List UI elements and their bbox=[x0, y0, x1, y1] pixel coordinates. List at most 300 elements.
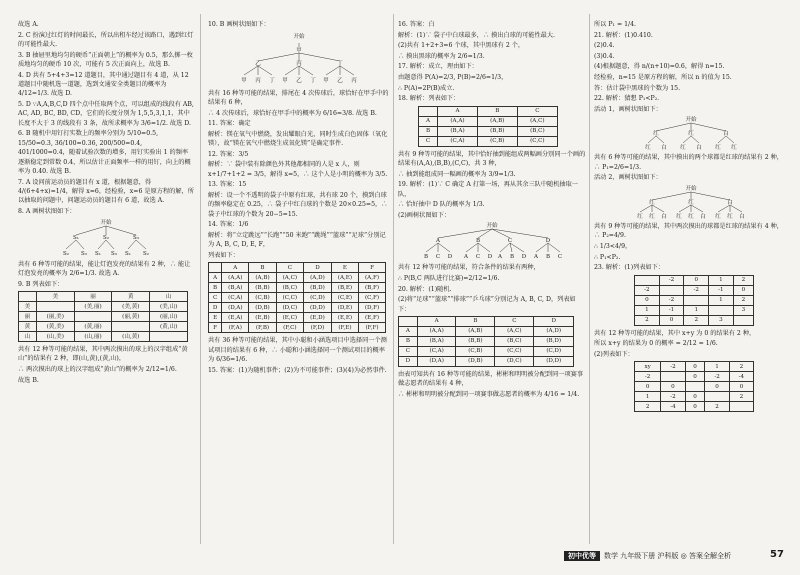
column-2 bbox=[208, 20, 390, 376]
table-cell: 0 bbox=[685, 372, 705, 382]
answer-text: 21. 解析：(1)0.410. bbox=[594, 31, 653, 39]
table-cell: 丽 bbox=[19, 312, 37, 322]
table-cell: B bbox=[419, 126, 438, 136]
tree-leaf: 白 bbox=[739, 213, 745, 220]
table-cell: A bbox=[419, 116, 438, 126]
tree-leaf: 乙 bbox=[337, 77, 343, 84]
table-cell: (美,黄) bbox=[112, 302, 150, 312]
table-row bbox=[209, 283, 386, 293]
answer-text: ∴ P(A)=2P(B)成立. bbox=[398, 84, 455, 92]
answer-text: 19. 解析：(1)∵ C 确定 A 打第一场，再从其余三队中随机抽取一队， bbox=[398, 181, 578, 198]
table-cell: (C,C) bbox=[276, 293, 303, 303]
tree-diagram-q22-activity2 bbox=[594, 184, 788, 220]
table-cell: 2 bbox=[705, 402, 729, 412]
table-cell: 2 bbox=[729, 362, 753, 372]
table-cell: (丽,美) bbox=[36, 312, 74, 322]
table-cell: (D,A) bbox=[417, 356, 456, 366]
answer-text: (3)0.4. bbox=[594, 52, 615, 60]
table-cell: -2 bbox=[635, 372, 661, 382]
answer-text: 解析：∵ 袋中装有除颜色外其他都相同的人是 x 人，则 x+1/7+1+2 = 3/5，解得 x=5，∴ 这个人是小明的概率为 3/5. bbox=[208, 161, 388, 178]
answer-text: ∴ 摸出黑球的概率为 2/6=1/3. bbox=[398, 52, 485, 60]
tree-diagram-q19 bbox=[398, 221, 586, 261]
answer-text: ∴ P₁<P₂. bbox=[594, 253, 621, 261]
table-cell: (E,E) bbox=[331, 313, 358, 323]
tree-leaf: S₂ bbox=[63, 250, 69, 257]
tree-leaf: 甲 bbox=[241, 77, 247, 84]
answer-text: 14. 答案：1/6 bbox=[208, 221, 249, 229]
table-cell bbox=[709, 305, 734, 315]
tree-leaf: B bbox=[545, 254, 551, 261]
column-divider bbox=[393, 14, 394, 544]
table-cell: 0 bbox=[635, 295, 660, 305]
tree-node: 红 bbox=[649, 199, 655, 206]
table-cell: 2 bbox=[635, 402, 661, 412]
table-q23-sum bbox=[634, 275, 754, 326]
table-cell bbox=[661, 372, 685, 382]
table-cell: (A,A) bbox=[417, 326, 456, 336]
table-cell: 0 bbox=[733, 285, 753, 295]
table-cell: 黄 bbox=[112, 292, 150, 302]
table-cell: (B,B) bbox=[456, 336, 495, 346]
answer-text: 故选 A. bbox=[18, 21, 39, 28]
table-cell: 0 bbox=[635, 382, 661, 392]
answer-text: (2)将“足球”“篮球”“排球”“乒乓球”分别记为 A, B, C, D，列表如下： bbox=[398, 296, 576, 313]
table-row bbox=[419, 126, 558, 136]
answer-text: 解析：镁在氧气中燃烧，发出耀眼白光，同时生成白色固体（氧化镁），故“镁在氧气中燃烧生成氧化镁”是确定事件. bbox=[208, 130, 388, 148]
table-cell: (C,A) bbox=[417, 346, 456, 356]
table-cell: (C,D) bbox=[304, 293, 332, 303]
table-cell: (D,B) bbox=[249, 303, 276, 313]
tree-leaf: 白 bbox=[661, 145, 667, 152]
table-cell: (黄,山) bbox=[150, 322, 188, 332]
tree-node: A bbox=[436, 238, 440, 245]
table-cell: (B,C) bbox=[517, 126, 557, 136]
tree-leaf: 红 bbox=[680, 145, 686, 152]
table-cell: D bbox=[534, 316, 574, 326]
table-row bbox=[399, 336, 574, 346]
table-cell: (A,C) bbox=[276, 273, 303, 283]
table-cell: 3 bbox=[709, 315, 734, 325]
table-cell: 1 bbox=[709, 295, 734, 305]
table-cell bbox=[684, 295, 709, 305]
table-cell: 1 bbox=[635, 305, 660, 315]
table-row bbox=[399, 346, 574, 356]
table-cell bbox=[74, 312, 112, 322]
table-row bbox=[19, 302, 188, 312]
answer-text: 共有 16 种等可能的结果，排尾在 4 次传球后，球恰好在甲手中的结果有 6 种， bbox=[208, 89, 389, 106]
table-cell bbox=[36, 302, 74, 312]
table-cell: B bbox=[477, 106, 517, 116]
table-cell: C bbox=[209, 293, 222, 303]
tree-root: 开始 bbox=[100, 219, 112, 226]
column-1 bbox=[18, 20, 194, 386]
table-cell: (C,C) bbox=[495, 346, 534, 356]
tree-leaf: 甲 bbox=[323, 77, 329, 84]
table-cell: 丽 bbox=[74, 292, 112, 302]
table-cell: -4 bbox=[661, 402, 685, 412]
answer-text: 共有 36 种等可能的结果，其中小聪和小涵选项目中选择同一个测试项目的结果有 6 种，∴ 小聪和小涵选择同一个测试项目的概率为 6/36=1/6. bbox=[208, 337, 387, 364]
table-cell: (C,B) bbox=[249, 293, 276, 303]
tree-node: 丁 bbox=[337, 60, 343, 67]
tree-leaf: 红 bbox=[637, 213, 643, 220]
table-cell: (B,C) bbox=[276, 283, 303, 293]
tree-root: 开始 bbox=[685, 117, 697, 124]
tree-leaf: B bbox=[423, 254, 429, 261]
table-cell: (D,C) bbox=[276, 303, 303, 313]
answer-text: 所以 P₁ = 1/4. bbox=[594, 21, 637, 28]
table-cell: 2 bbox=[684, 315, 709, 325]
table-cell: (B,D) bbox=[534, 336, 574, 346]
table-cell: B bbox=[209, 283, 222, 293]
table-cell: F bbox=[359, 263, 386, 273]
table-cell: 1 bbox=[635, 392, 661, 402]
table-row bbox=[209, 263, 386, 273]
table-cell: (B,A) bbox=[438, 126, 478, 136]
answer-text: 共有 12 种等可能的结果，符合条件的结果有两种， bbox=[398, 264, 540, 272]
table-cell bbox=[419, 106, 438, 116]
table-cell: C bbox=[495, 316, 534, 326]
table-cell: (F,A) bbox=[222, 323, 249, 333]
table-cell: (C,F) bbox=[359, 293, 386, 303]
table-cell bbox=[733, 315, 753, 325]
tree-leaf: A bbox=[498, 254, 502, 261]
tree-leaf: 红 bbox=[645, 145, 651, 152]
table-cell: (B,E) bbox=[331, 283, 358, 293]
table-cell: (山,美) bbox=[36, 332, 74, 342]
table-row bbox=[19, 322, 188, 332]
table-row bbox=[419, 136, 558, 146]
table-cell: (C,A) bbox=[438, 136, 478, 146]
answer-text: ∴ P(B,C 两队进行比赛)=2/12=1/6. bbox=[398, 274, 500, 282]
table-cell: (D,A) bbox=[222, 303, 249, 313]
tree-leaf: 红 bbox=[727, 213, 733, 220]
answer-text: 11. 答案：确定 bbox=[208, 120, 251, 128]
tree-node: S₃ bbox=[133, 234, 139, 241]
tree-leaf: S₂ bbox=[143, 250, 149, 257]
table-cell: (美,丽) bbox=[74, 302, 112, 312]
table-cell: (F,E) bbox=[331, 323, 358, 333]
table-cell bbox=[635, 275, 660, 285]
table-row bbox=[19, 292, 188, 302]
answer-text: 13. 答案：15 bbox=[208, 181, 247, 189]
table-cell: 山 bbox=[19, 332, 37, 342]
table-cell: (丽,黄) bbox=[112, 312, 150, 322]
tree-root: 开始 bbox=[685, 185, 697, 192]
table-cell: (A,C) bbox=[495, 326, 534, 336]
table-cell bbox=[685, 382, 705, 392]
table-cell: 0 bbox=[661, 382, 685, 392]
tree-diagram-q22-activity1 bbox=[594, 115, 788, 151]
tree-root: 开始 bbox=[293, 33, 305, 40]
table-cell: (B,B) bbox=[249, 283, 276, 293]
answer-text: 故选 B. bbox=[18, 376, 39, 384]
answer-text: 解析：(1)∵ 袋子中白球最多，∴ 摸出白球的可能性最大. bbox=[398, 31, 555, 39]
table-cell: E bbox=[331, 263, 358, 273]
table-cell bbox=[729, 402, 753, 412]
table-cell: F bbox=[209, 323, 222, 333]
table-cell: (E,D) bbox=[304, 313, 332, 323]
table-cell: B bbox=[456, 316, 495, 326]
tree-node: 甲 bbox=[296, 47, 302, 54]
table-cell: (E,B) bbox=[249, 313, 276, 323]
table-cell: (山,丽) bbox=[74, 332, 112, 342]
table-cell: (A,F) bbox=[359, 273, 386, 283]
table-cell: -2 bbox=[635, 285, 660, 295]
tree-leaf: 丁 bbox=[310, 77, 316, 84]
table-cell: (D,D) bbox=[304, 303, 332, 313]
table-cell: D bbox=[399, 356, 418, 366]
page-number: 57 bbox=[770, 549, 784, 560]
table-cell: -2 bbox=[661, 362, 685, 372]
tree-leaf: 红 bbox=[649, 213, 655, 220]
table-cell: -2 bbox=[684, 285, 709, 295]
table-cell: (C,B) bbox=[477, 136, 517, 146]
table-cell: 2 bbox=[729, 392, 753, 402]
tree-leaf: 红 bbox=[688, 213, 694, 220]
table-cell: (D,F) bbox=[359, 303, 386, 313]
table-cell: (C,C) bbox=[517, 136, 557, 146]
table-cell: (E,A) bbox=[222, 313, 249, 323]
answer-text: (2)列表如下： bbox=[594, 350, 634, 358]
table-q18 bbox=[418, 106, 558, 147]
table-cell: C bbox=[276, 263, 303, 273]
table-cell: A bbox=[417, 316, 456, 326]
table-cell: (A,A) bbox=[222, 273, 249, 283]
table-cell: xy bbox=[635, 362, 661, 372]
table-cell: 0 bbox=[684, 275, 709, 285]
tree-leaf: 红 bbox=[676, 213, 682, 220]
table-cell: 2 bbox=[733, 295, 753, 305]
table-cell: (F,D) bbox=[304, 323, 332, 333]
answer-text: 17. 解析：成立，理由如下： bbox=[398, 63, 478, 71]
tree-leaf: S₃ bbox=[81, 250, 87, 257]
table-row bbox=[399, 326, 574, 336]
table-cell: (D,E) bbox=[331, 303, 358, 313]
table-cell: (D,B) bbox=[456, 356, 495, 366]
table-cell: (F,C) bbox=[276, 323, 303, 333]
answer-text: 所以 x+y 的结果为 0 的概率 = 2/12 = 1/6. bbox=[594, 340, 718, 348]
answer-text: 10. B 画树状图如下： bbox=[208, 21, 270, 28]
table-cell: 2 bbox=[635, 315, 660, 325]
answer-text: 由题意得 P(A)=2/3, P(B)=2/6=1/3， bbox=[398, 73, 508, 81]
tree-node: C bbox=[507, 238, 513, 245]
tree-leaf: 红 bbox=[731, 145, 737, 152]
table-cell: 3 bbox=[733, 305, 753, 315]
tree-leaf: D bbox=[487, 254, 493, 261]
table-cell: B bbox=[249, 263, 276, 273]
table-row bbox=[19, 332, 188, 342]
answer-text: 共有 12 种等可能的结果，其中两次摸出的球上的汉字组成“黄山”的结果有 2 种，即(山,黄),(黄,山)， bbox=[18, 346, 188, 363]
tree-leaf: A bbox=[464, 254, 468, 261]
table-cell: (A,B) bbox=[456, 326, 495, 336]
table-cell: (A,B) bbox=[249, 273, 276, 283]
answer-text: 共有 9 种等可能的结果，其中两次摸出的球都是红球的结果有 4 种，∴ P₂=4/9. bbox=[594, 222, 783, 240]
answer-text: 活动 1，画树状图如下： bbox=[594, 105, 662, 113]
table-row bbox=[635, 315, 754, 325]
table-cell bbox=[19, 292, 37, 302]
table-cell: (C,E) bbox=[331, 293, 358, 303]
table-cell: 2 bbox=[733, 275, 753, 285]
answer-text: 20. 解析：(1)随机. bbox=[398, 285, 452, 293]
table-row bbox=[19, 312, 188, 322]
tree-leaf: C bbox=[435, 254, 441, 261]
table-cell bbox=[399, 316, 418, 326]
answer-text: (2)共有 1+2+3=6 个球，其中黑球有 2 个， bbox=[398, 42, 525, 50]
answer-text: 9. B 列表如下： bbox=[18, 280, 64, 288]
tree-node: 红 bbox=[688, 131, 694, 138]
answer-text: 7. A 设问前运动员的题目有 x 道，根据题意，得 4/(6+4+x)=1/4，解得 x=6，经检验，x=6 是原方程的解，所以抽取的问题中，问题运动员的题目有 6 道，故选 A. bbox=[18, 178, 194, 205]
answer-text: 6. B 随机中用钉打实数上的频率分别为 5/10=0.5, 15/50=0.3, 36/100=0.36, 200/500=0.4, 401/1000=0.4，随着试验次数的增多，用钉实验出 1 的频率逐渐稳定到常数 0.4，所以估计正面频率一样的用钉，向上的概率为 0.40. 故选 B. bbox=[18, 130, 191, 176]
table-cell: 美 bbox=[19, 302, 37, 312]
table-row bbox=[399, 356, 574, 366]
answer-text: 经检验，n=15 是原方程的解，所以 n 的值为 15. bbox=[594, 73, 732, 81]
answer-text: ∴ 恰好抽中 D 队的概率为 1/3. bbox=[398, 201, 485, 209]
table-row bbox=[209, 273, 386, 283]
table-row bbox=[635, 295, 754, 305]
table-cell: (C,A) bbox=[222, 293, 249, 303]
table-q14 bbox=[208, 262, 386, 333]
table-cell: -1 bbox=[709, 285, 734, 295]
table-cell: D bbox=[209, 303, 222, 313]
answer-text: 18. 解析：列表如下： bbox=[398, 95, 460, 103]
answer-text: 解析：设一个不透明的袋子中原有红球，共有球 20 个，摸到白球的频率稳定在 0.25，∴ 袋子中红白球的个数是 20×0.25=5，∴ 袋子中红球的个数为 20−5=15. bbox=[208, 191, 388, 218]
table-cell: (黄,美) bbox=[36, 322, 74, 332]
answer-text: 4. D 共有 5+4+3=12 道题目，其中通过题目有 4 道，从 12 道题目中随机选一道题，选到文通安全类题目的概率为 4/12=1/3. 故选 D. bbox=[18, 71, 189, 98]
answer-text: ∴ 1/3<4/9， bbox=[594, 242, 632, 250]
table-cell: (D,D) bbox=[534, 356, 574, 366]
table-cell: -2 bbox=[705, 372, 729, 382]
table-cell: (B,B) bbox=[477, 126, 517, 136]
table-cell: (C,B) bbox=[456, 346, 495, 356]
tree-leaf: S₁ bbox=[95, 250, 101, 257]
tree-node: 红 bbox=[688, 199, 694, 206]
table-row bbox=[635, 305, 754, 315]
tree-leaf: 丙 bbox=[255, 77, 261, 84]
tree-leaf: C bbox=[475, 254, 481, 261]
table-cell: A bbox=[209, 273, 222, 283]
table-cell: 0 bbox=[685, 362, 705, 372]
answer-text: ∴ 两次摸出的球上的汉字组成“黄山”的概率为 2/12=1/6. bbox=[18, 366, 177, 374]
tree-leaf: 白 bbox=[700, 213, 706, 220]
tree-node: S₁ bbox=[73, 234, 79, 241]
table-row bbox=[635, 372, 754, 382]
table-cell: (E,C) bbox=[276, 313, 303, 323]
column-divider bbox=[200, 14, 201, 544]
table-cell: (B,A) bbox=[417, 336, 456, 346]
table-cell: (F,B) bbox=[249, 323, 276, 333]
table-cell: (A,B) bbox=[477, 116, 517, 126]
tree-leaf: 白 bbox=[696, 145, 702, 152]
tree-node: 乙 bbox=[255, 60, 261, 67]
tree-leaf: D bbox=[521, 254, 527, 261]
table-cell: B bbox=[399, 336, 418, 346]
table-row bbox=[635, 402, 754, 412]
tree-leaf: 白 bbox=[661, 213, 667, 220]
tree-node: 红 bbox=[653, 131, 659, 138]
table-cell bbox=[705, 392, 729, 402]
table-cell: -1 bbox=[659, 305, 684, 315]
table-q23-product bbox=[634, 361, 754, 412]
column-divider bbox=[589, 14, 590, 544]
tree-root: 开始 bbox=[486, 223, 498, 230]
tree-leaf: 红 bbox=[715, 145, 721, 152]
page-footer bbox=[564, 551, 731, 561]
tree-node: B bbox=[475, 238, 481, 245]
tree-leaf: 乙 bbox=[296, 77, 302, 84]
table-cell: (D,C) bbox=[495, 356, 534, 366]
table-cell: (丽,山) bbox=[150, 312, 188, 322]
table-cell bbox=[150, 332, 188, 342]
table-cell: 0 bbox=[659, 315, 684, 325]
tree-leaf: D bbox=[447, 254, 453, 261]
answer-text: 8. A 画树状图如下： bbox=[18, 208, 76, 216]
series-brand: 初中优等 bbox=[564, 551, 600, 561]
answer-text: 5. D ∵A,A,B,C,D 四个点中任取两个点，可以组成的线段有 AB, AC, AD, BC, BD, CD，它们的长度分别为 1,5,5,3,1,1，其中长度不大于 3 的线段有 3 条，故所求概率为 3/6=1/2. 故选 D. bbox=[18, 101, 194, 127]
table-cell: -2 bbox=[659, 295, 684, 305]
answer-text: ∴ 4 次传球后，球恰好在甲手中的概率为 6/16=3/8. 故选 B. bbox=[208, 109, 377, 117]
table-cell: (A,D) bbox=[304, 273, 332, 283]
table-row bbox=[419, 106, 558, 116]
tree-leaf: 甲 bbox=[282, 77, 288, 84]
table-cell: (山,黄) bbox=[112, 332, 150, 342]
table-cell: 1 bbox=[709, 275, 734, 285]
tree-leaf: 丁 bbox=[269, 77, 275, 84]
answer-text: 解析：将“立定跳远”“长跑”“50 米跑”“跳绳”“篮球”“足球”分别记为 A, B, C, D, E, F， bbox=[208, 231, 386, 249]
table-cell: (E,F) bbox=[359, 313, 386, 323]
table-cell: 0 bbox=[729, 382, 753, 392]
answer-text: 12. 答案：3/5 bbox=[208, 150, 249, 158]
column-3 bbox=[398, 20, 586, 401]
tree-leaf: 丙 bbox=[351, 77, 357, 84]
table-cell: 0 bbox=[705, 382, 729, 392]
table-cell: (A,D) bbox=[534, 326, 574, 336]
answer-text: (2)画树状图如下： bbox=[398, 211, 451, 219]
answer-text: ∴ 彬彬和明明被分配到同一项赛事做志愿者的概率为 4/16 = 1/4. bbox=[398, 390, 580, 398]
answer-text: 23. 解析：(1)列表如下： bbox=[594, 264, 665, 272]
table-row bbox=[209, 323, 386, 333]
tree-leaf: C bbox=[557, 254, 563, 261]
table-cell: (B,A) bbox=[222, 283, 249, 293]
table-cell: (C,D) bbox=[534, 346, 574, 356]
column-4 bbox=[594, 20, 788, 415]
table-cell: C bbox=[399, 346, 418, 356]
tree-diagram-q10 bbox=[208, 31, 390, 87]
tree-node: S₂ bbox=[103, 234, 109, 241]
tree-leaf: A bbox=[534, 254, 538, 261]
table-row bbox=[209, 313, 386, 323]
table-cell: (A,C) bbox=[517, 116, 557, 126]
table-row bbox=[635, 285, 754, 295]
answer-text: 活动 2，画树状图如下： bbox=[594, 174, 662, 182]
answer-text: ∴ 抽到能组成同一幅画的概率为 3/9=1/3. bbox=[398, 170, 516, 178]
table-cell: (黄,丽) bbox=[74, 322, 112, 332]
table-row bbox=[635, 382, 754, 392]
tree-leaf: 红 bbox=[715, 213, 721, 220]
answer-text: 共有 6 种等可能的结果，能让灯泡发亮的结果有 2 种，∴ 能让灯泡发亮的概率为 2/6=1/3. 故选 A. bbox=[18, 260, 191, 278]
table-cell: (美,山) bbox=[150, 302, 188, 312]
answer-text: 共有 9 种等可能的结果，其中恰好抽到能组成两幅画分别同一个画的结果有(A,A),(B,B),(C,C)，共 3 种， bbox=[398, 150, 586, 167]
table-cell: D bbox=[304, 263, 332, 273]
table-cell: 山 bbox=[150, 292, 188, 302]
tree-leaf: B bbox=[509, 254, 515, 261]
table-cell: E bbox=[209, 313, 222, 323]
answer-text: 16. 答案：白 bbox=[398, 21, 435, 28]
table-row bbox=[419, 116, 558, 126]
tree-diagram-q8 bbox=[18, 218, 194, 258]
table-cell: 0 bbox=[685, 392, 705, 402]
table-cell bbox=[659, 285, 684, 295]
table-cell: C bbox=[419, 136, 438, 146]
